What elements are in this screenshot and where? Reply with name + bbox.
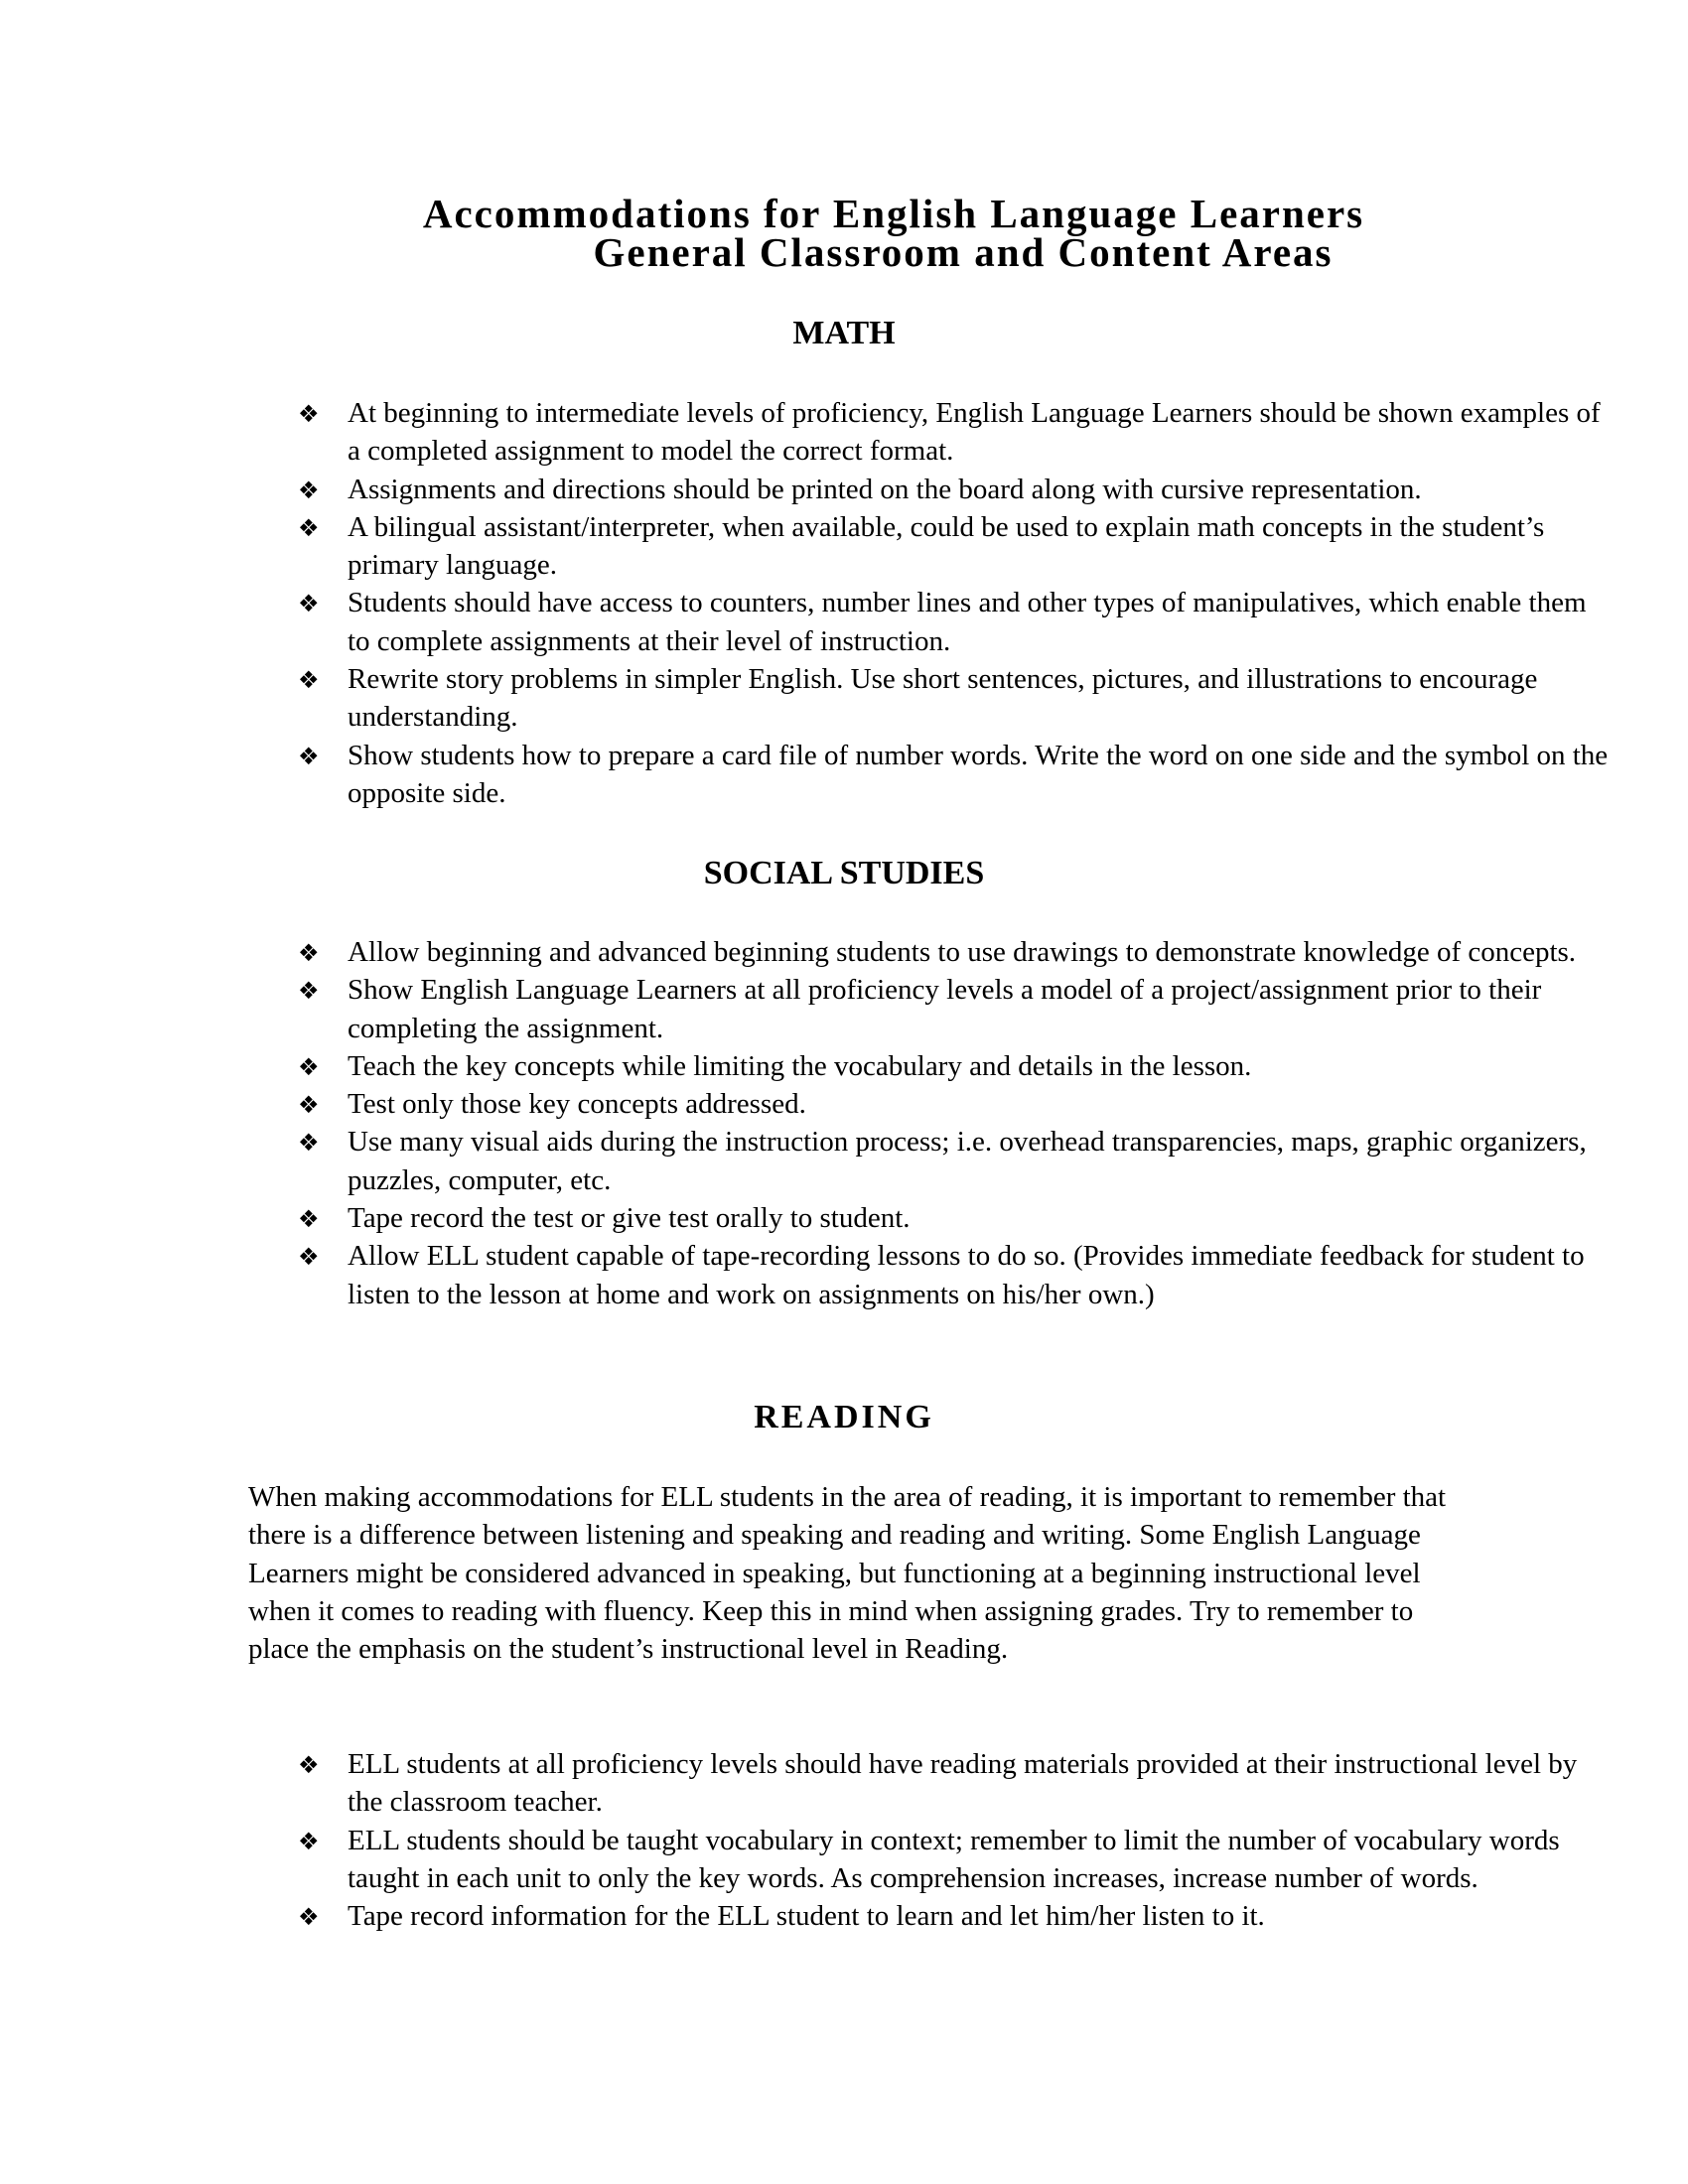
list-item-text: At beginning to intermediate levels of proficiency, English Language Learners should be shown examples of a completed assignment to model the correct format. (348, 397, 1601, 468)
list-item-text: Assignments and directions should be printed on the board along with cursive representation. (348, 473, 1422, 505)
four-diamond-bullet-icon: ❖ (298, 1827, 320, 1855)
four-diamond-bullet-icon: ❖ (298, 1903, 320, 1932)
list-item-text: Students should have access to counters, number lines and other types of manipulatives, which enable them to complete assignments at their level of instruction. (348, 587, 1587, 657)
list-item (298, 584, 1609, 660)
list-item-text: Show English Language Learners at all proficiency levels a model of a project/assignment prior to their completing the assignment. (348, 974, 1542, 1044)
four-diamond-bullet-icon: ❖ (298, 1052, 320, 1081)
four-diamond-bullet-icon: ❖ (298, 590, 320, 618)
document-subtitle: General Classroom and Content Areas (593, 229, 1334, 275)
list-item (298, 471, 1609, 508)
social-studies-heading: SOCIAL STUDIES (703, 855, 985, 891)
four-diamond-bullet-icon: ❖ (298, 939, 320, 967)
list-item-text: Allow ELL student capable of tape-recording lessons to do so. (Provides immediate feedback for student to listen to the lesson at home and work on assignments on his/her own.) (348, 1240, 1585, 1310)
math-list (298, 394, 1609, 812)
reading-intro-paragraph: When making accommodations for ELL students in the area of reading, it is important to remember that there is a difference between listening and speaking and reading and writing. Some English Language Learners might be considered advanced in speaking, but functioning at a beginning instructional level when it comes to reading with fluency. Keep this in mind when assigning grades. Try to remember to place the emphasis on the student’s instructional level in Reading. (248, 1481, 1447, 1666)
four-diamond-bullet-icon: ❖ (298, 1091, 320, 1120)
list-item (298, 508, 1609, 585)
list-item (298, 1199, 1609, 1237)
reading-list (298, 1745, 1609, 1935)
list-item-text: Allow beginning and advanced beginning students to use drawings to demonstrate knowledge of concepts. (348, 936, 1577, 968)
four-diamond-bullet-icon: ❖ (298, 400, 320, 428)
list-item-text: Rewrite story problems in simpler English. Use short sentences, pictures, and illustrations to encourage understanding. (348, 663, 1538, 734)
list-item-text: ELL students should be taught vocabulary in context; remember to limit the number of vocabulary words taught in each unit to only the key words. As comprehension increases, increase number of words. (348, 1824, 1560, 1894)
list-item (298, 737, 1609, 813)
list-item (298, 1745, 1609, 1822)
list-item (298, 1047, 1609, 1085)
list-item-text: Tape record the test or give test orally to student. (348, 1202, 911, 1235)
four-diamond-bullet-icon: ❖ (298, 513, 320, 542)
list-item (298, 1237, 1609, 1313)
list-item-text: Tape record information for the ELL student to learn and let him/her listen to it. (348, 1900, 1265, 1933)
four-diamond-bullet-icon: ❖ (298, 1751, 320, 1779)
four-diamond-bullet-icon: ❖ (298, 1205, 320, 1234)
list-item (298, 1822, 1609, 1898)
list-item (298, 933, 1609, 971)
list-item-text: A bilingual assistant/interpreter, when available, could be used to explain math concepts in the student’s primary language. (348, 510, 1545, 582)
list-item (298, 971, 1609, 1047)
list-item (298, 394, 1609, 471)
math-heading: MATH (792, 315, 896, 351)
list-item (298, 660, 1609, 737)
list-item (298, 1123, 1609, 1199)
four-diamond-bullet-icon: ❖ (298, 742, 320, 770)
list-item-text: Test only those key concepts addressed. (348, 1088, 806, 1121)
four-diamond-bullet-icon: ❖ (298, 666, 320, 695)
social-studies-list (298, 933, 1609, 1313)
list-item-text: Teach the key concepts while limiting the vocabulary and details in the lesson. (348, 1049, 1252, 1082)
four-diamond-bullet-icon: ❖ (298, 476, 320, 504)
four-diamond-bullet-icon: ❖ (298, 1129, 320, 1158)
reading-heading: READING (754, 1399, 934, 1435)
four-diamond-bullet-icon: ❖ (298, 1243, 320, 1272)
list-item (298, 1085, 1609, 1123)
four-diamond-bullet-icon: ❖ (298, 977, 320, 1006)
list-item-text: Show students how to prepare a card file of number words. Write the word on one side and the symbol on the opposite side. (348, 739, 1609, 809)
list-item-text: Use many visual aids during the instruction process; i.e. overhead transparencies, maps, graphic organizers, puzzles, computer, etc. (348, 1126, 1587, 1196)
list-item-text: ELL students at all proficiency levels should have reading materials provided at their instructional level by the classroom teacher. (348, 1748, 1578, 1819)
list-item (298, 1897, 1609, 1935)
document-title: Accommodations for English Language Learners (422, 191, 1365, 236)
